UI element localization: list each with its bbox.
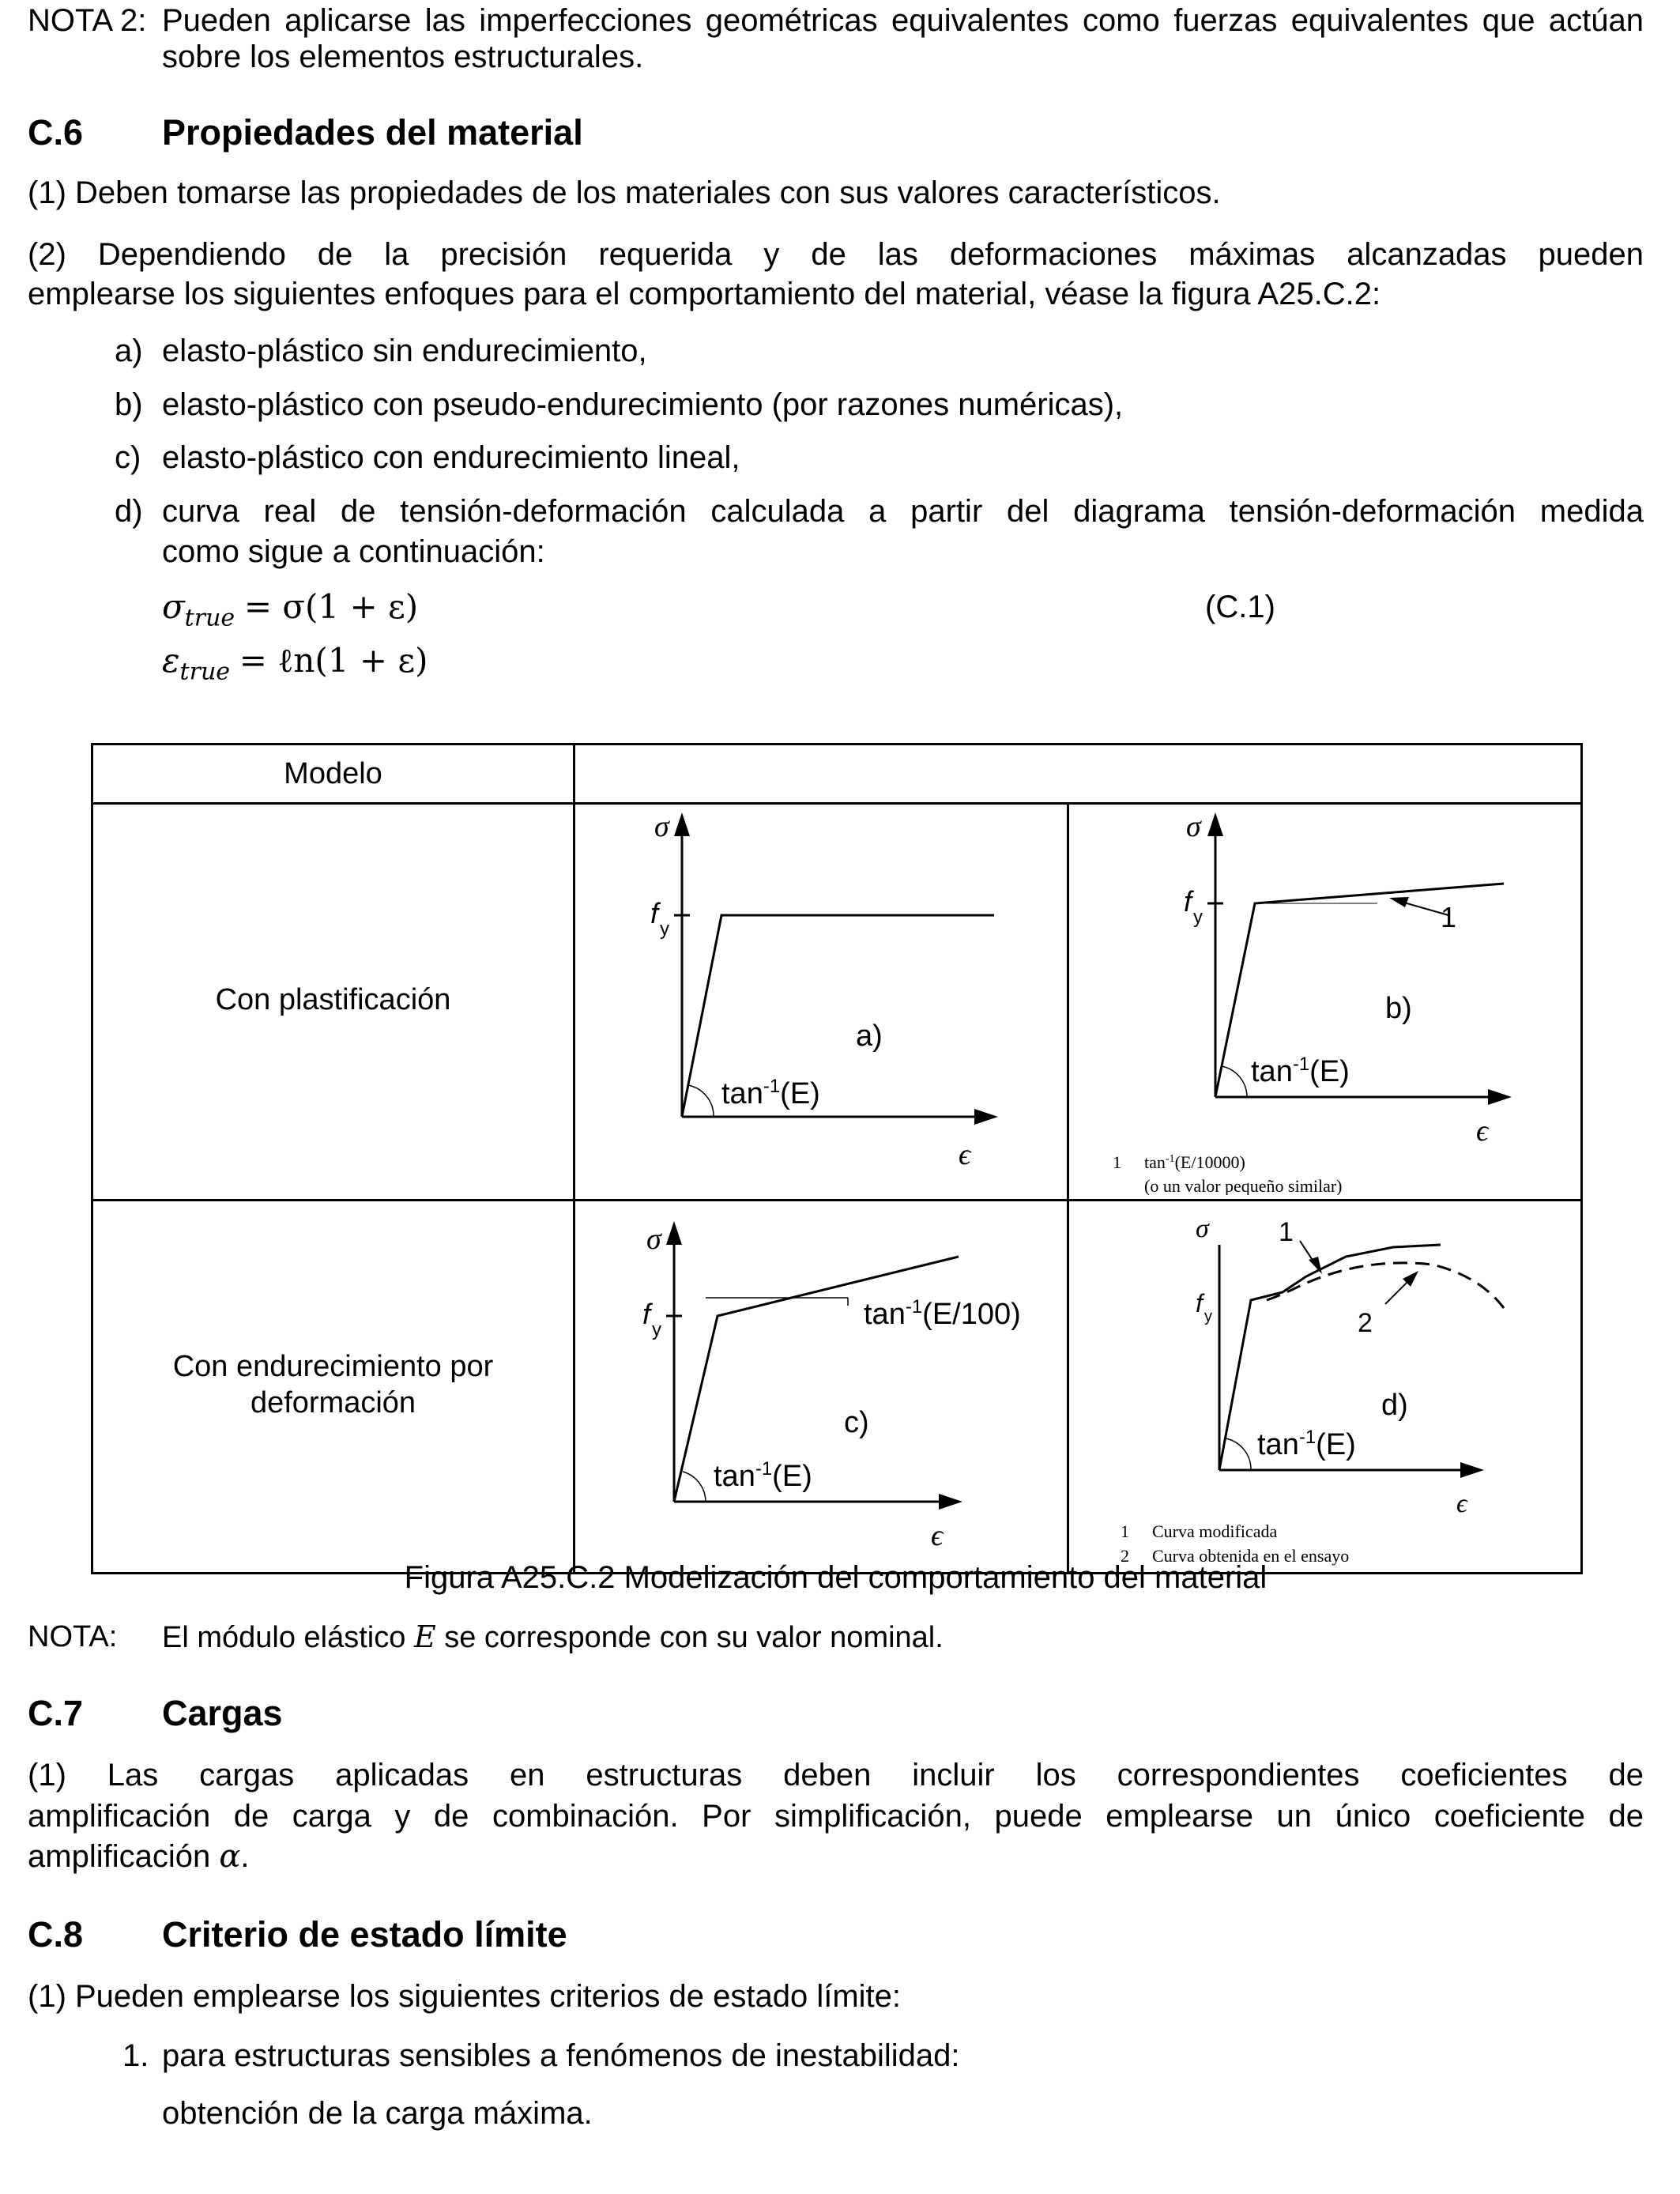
c7-line3-text: amplificación [28, 1839, 220, 1874]
c7-line3-end: . [240, 1839, 250, 1874]
note-line2: (o un valor pequeño similar) [1144, 1176, 1343, 1195]
tan-label: $\tan^{-1}(E)$ [714, 1458, 812, 1493]
nota-label: NOTA: [28, 1620, 118, 1653]
list-item-b-text: elasto-plástico con pseudo-endurecimiento (por razones numéricas), [162, 387, 1124, 422]
section-number: C.6 [28, 112, 84, 153]
row-label-plastificacion: Con plastificación [215, 983, 451, 1016]
c8-item1-text: para estructuras sensibles a fenómenos de inestabilidad: [162, 2038, 960, 2073]
legend-text-1: Curva modificada [1152, 1521, 1278, 1541]
list-item-d: d) [115, 494, 143, 529]
sigma-label: σ [654, 810, 669, 843]
eq-symbol: σ [162, 587, 185, 626]
marker-1: 1 [1441, 901, 1457, 933]
eq-subscript: true [184, 604, 235, 632]
c6-paragraph-2-line1: (2) Dependiendo de la precisión requerida y de las deformaciones máximas alcanzadas pueden [28, 237, 1644, 272]
fy-label: f [650, 897, 659, 929]
fy-subscript: y [660, 918, 669, 940]
legend-text-2: Curva obtenida en el ensayo [1152, 1546, 1350, 1566]
eq-rhs: = σ(1 + ε) [243, 587, 419, 626]
tan-label: $\tan^{-1}(E)$ [721, 1076, 820, 1110]
fy-label: f [1184, 885, 1192, 918]
y-axis-arrow [674, 812, 690, 836]
header-model-cell [92, 745, 574, 804]
note-number: 1 [1113, 1152, 1121, 1172]
c6-paragraph-2-line2: emplearse los siguientes enfoques para el comportamiento del material, véase la figura A25.C.2: [28, 277, 1381, 311]
section-heading-c6 [0, 111, 1680, 158]
angle-arc [1222, 1066, 1247, 1097]
figure-caption: Figura A25.C.2 Modelización del comportamiento del material [404, 1560, 1268, 1595]
header-model: Modelo [284, 757, 382, 790]
c8-paragraph-1: (1) Pueden emplearse los siguientes criterios de estado límite: [28, 1979, 901, 2014]
section-number: C.8 [28, 1914, 84, 1955]
diagram-c-cell [574, 1201, 1068, 1574]
c8-item1-sub: obtención de la carga máxima. [162, 2096, 593, 2131]
nota-text-before: El módulo elástico [162, 1621, 414, 1654]
row-label-endurecimiento [93, 1201, 573, 1568]
epsilon-label: ϵ [1476, 1114, 1489, 1148]
angle-arc [688, 1085, 714, 1117]
angle-arc [683, 1472, 706, 1502]
c6-paragraph-1: (1) Deben tomarse las propiedades de los materiales con sus valores característicos. [28, 175, 1221, 210]
model-label-b: b) [1385, 992, 1412, 1025]
tan-label: $\tan^{-1}(E)$ [1257, 1427, 1356, 1461]
c7-line3 [28, 1836, 249, 1877]
c8-item1-marker: 1. [122, 2038, 149, 2073]
nota-symbol: E [413, 1619, 436, 1654]
list-item-b: b) [115, 387, 143, 422]
diagram-a-cell [574, 804, 1068, 1201]
equation-sigma-true [162, 585, 418, 640]
marker-2: 2 [1358, 1308, 1373, 1338]
list-item-a [115, 330, 143, 371]
legend-number-1: 1 [1121, 1521, 1129, 1541]
c7-line2: amplificación de carga y de combinación. Por simplificación, puede emplearse un único coeficiente de [28, 1799, 1644, 1834]
nota2-label: NOTA 2: [28, 3, 147, 38]
fy-subscript: y [1204, 1308, 1212, 1325]
fy-subscript: y [1193, 907, 1203, 928]
diagram-a [575, 805, 1069, 1195]
tan-label: $\tan^{-1}(E)$ [1251, 1054, 1350, 1088]
section-heading-c8 [0, 1913, 1680, 1960]
diagram-c [575, 1201, 1069, 1568]
eq-subscript: true [179, 658, 231, 686]
eq-rhs: = ℓn(1 + ε) [239, 641, 428, 680]
y-axis-arrow [666, 1221, 682, 1245]
row-label-cell [92, 1201, 574, 1574]
list-item-d-text-line2: como sigue a continuación: [162, 534, 545, 569]
epsilon-label: ϵ [931, 1519, 944, 1552]
list-item-c-text: elasto-plástico con endurecimiento lineal, [162, 440, 740, 475]
diagram-b-cell [1068, 804, 1582, 1201]
diagram-d [1069, 1201, 1583, 1568]
angle-arc [1226, 1438, 1251, 1470]
list-item-d-text-line1: curva real de tensión-deformación calculada a partir del diagrama tensión-deformación medida [162, 494, 1644, 529]
leader-arrow-1 [1389, 897, 1409, 907]
x-axis-arrow [974, 1109, 998, 1125]
epsilon-label: ϵ [959, 1138, 971, 1171]
list-marker: a) [115, 334, 143, 368]
note-tan: $\tan^{-1}(E/10000)$ [1144, 1152, 1245, 1172]
epsilon-label: ϵ [1456, 1489, 1467, 1518]
nota2-line2: sobre los elementos estructurales. [162, 40, 644, 74]
section-heading-c7 [0, 1691, 1680, 1739]
model-label-d: d) [1381, 1389, 1408, 1422]
sigma-label: σ [1186, 810, 1201, 843]
x-axis-arrow [939, 1494, 962, 1510]
fy-label: f [1196, 1289, 1203, 1318]
c7-line1: (1) Las cargas aplicadas en estructuras deben incluir los correspondientes coeficientes de [28, 1758, 1644, 1793]
test-curve [1267, 1263, 1504, 1308]
list-item-a-text: elasto-plástico sin endurecimiento, [162, 334, 647, 368]
nota2-line1: Pueden aplicarse las imperfecciones geométricas equivalentes como fuerzas equivalentes que actúan [162, 3, 1644, 38]
header-empty-cell [574, 745, 1582, 804]
section-title: Propiedades del material [162, 112, 583, 153]
x-axis-arrow [1460, 1462, 1484, 1478]
row-label-line1: Con endurecimiento por [172, 1350, 494, 1383]
x-axis-arrow [1488, 1089, 1512, 1105]
section-title: Cargas [162, 1693, 283, 1733]
fy-label: f [642, 1298, 651, 1330]
equation-epsilon-true [162, 639, 428, 694]
diagram-b [1069, 805, 1583, 1195]
row-label-line2: deformación [250, 1386, 416, 1419]
diagram-d-cell [1068, 1201, 1582, 1574]
fy-subscript: y [652, 1319, 661, 1340]
sigma-label: σ [646, 1223, 661, 1256]
nota-text [162, 1617, 944, 1657]
equation-number: (C.1) [1205, 590, 1275, 624]
alpha-symbol: α [219, 1838, 241, 1875]
model-label-a: a) [856, 1020, 883, 1053]
model-label-c: c) [844, 1406, 869, 1439]
sigma-label: σ [1196, 1214, 1209, 1243]
legend-number-2: 2 [1121, 1546, 1129, 1566]
marker-1: 1 [1279, 1217, 1294, 1247]
list-item-c: c) [115, 440, 141, 475]
figure-table [91, 743, 1583, 1574]
section-title: Criterio de estado límite [162, 1914, 567, 1955]
tan-e100-label: $\tan^{-1}(E/100)$ [864, 1296, 1021, 1331]
y-axis-arrow [1207, 812, 1223, 836]
eq-symbol: ε [162, 641, 180, 680]
section-number: C.7 [28, 1693, 84, 1733]
nota-text-after: se corresponde con su valor nominal. [435, 1621, 944, 1654]
row-label-cell [92, 804, 574, 1201]
